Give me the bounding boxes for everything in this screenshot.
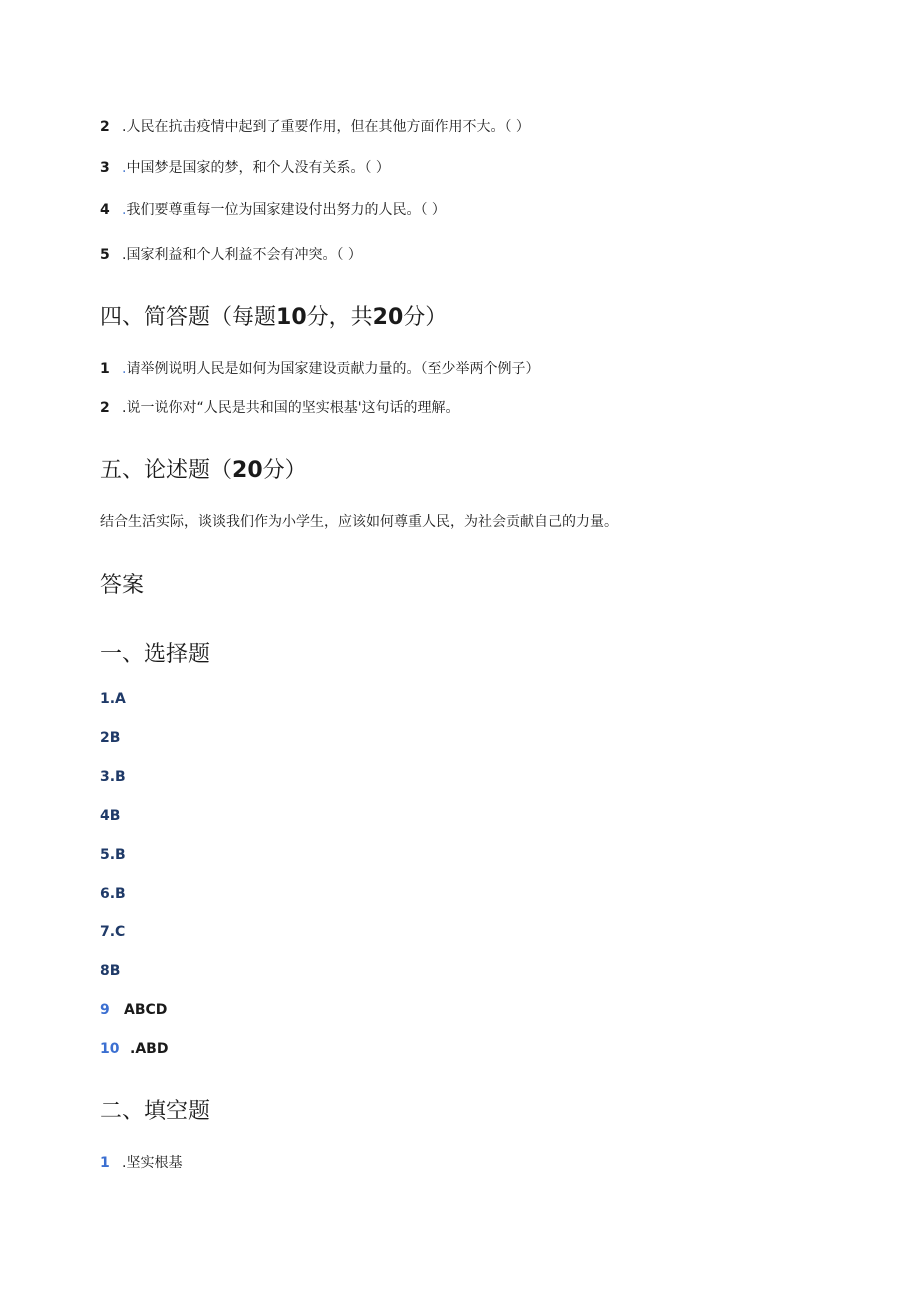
answer-text: 坚实根基 <box>126 1155 183 1171</box>
judgement-question-3 <box>100 158 390 178</box>
answers-title: 答案 <box>100 573 145 598</box>
question-dot: . <box>122 247 127 263</box>
heading-part: 20 <box>372 305 404 330</box>
question-number: 5 <box>100 247 110 263</box>
answer-item <box>100 961 120 981</box>
answer-number: 2B <box>100 730 121 746</box>
question-number: 1 <box>100 361 110 377</box>
question-number: 2 <box>100 119 110 135</box>
judgement-question-4 <box>100 200 446 220</box>
answer-item <box>100 767 126 787</box>
answer-dot: . <box>122 1155 127 1171</box>
answers-section-1-heading: 一、选择题 <box>100 642 211 667</box>
answer-item <box>100 728 120 748</box>
answer-value: .ABD <box>130 1041 169 1057</box>
answer-item <box>100 806 120 826</box>
answer-number: 4B <box>100 808 121 824</box>
question-dot: . <box>122 119 127 135</box>
judgement-question-5 <box>100 245 362 265</box>
answer-number: 1.A <box>100 691 126 707</box>
heading-part: 分） <box>262 458 307 483</box>
question-dot: . <box>122 400 127 416</box>
question-text: 中国梦是国家的梦，和个人没有关系。（ ） <box>126 160 390 176</box>
heading-part: 五、论述题（ <box>100 458 233 483</box>
answer-number: 9 <box>100 1002 110 1018</box>
answer-item <box>100 1039 168 1059</box>
heading-part: 分，共 <box>306 305 373 330</box>
answer-number: 10 <box>100 1041 120 1057</box>
question-dot: . <box>122 361 127 377</box>
answer-value: ABCD <box>124 1002 168 1018</box>
answers-section-2-heading: 二、填空题 <box>100 1099 211 1124</box>
answer-item <box>100 884 126 904</box>
answer-number: 3.B <box>100 769 126 785</box>
question-number: 4 <box>100 202 110 218</box>
answer-item <box>100 1000 167 1020</box>
question-number: 3 <box>100 160 110 176</box>
heading-part: 20 <box>232 458 263 483</box>
answer-number: 5.B <box>100 847 126 863</box>
heading-part: 分） <box>403 305 448 330</box>
short-answer-question-1 <box>100 359 539 379</box>
question-number: 2 <box>100 400 110 416</box>
judgement-question-2 <box>100 117 530 137</box>
question-text: 人民在抗击疫情中起到了重要作用，但在其他方面作用不大。（ ） <box>126 119 530 135</box>
section-5-heading <box>100 456 307 486</box>
question-dot: . <box>122 202 127 218</box>
fill-answer-1 <box>100 1153 182 1173</box>
answer-number: 1 <box>100 1155 110 1171</box>
essay-question: 结合生活实际，谈谈我们作为小学生，应该如何尊重人民，为社会贡献自己的力量。 <box>100 514 618 530</box>
section-4-heading <box>100 303 447 333</box>
question-text: 说一说你对“人民是共和国的坚实根基'这句话的理解。 <box>126 400 460 416</box>
question-dot: . <box>122 160 127 176</box>
answer-item <box>100 689 126 709</box>
answer-number: 8B <box>100 963 121 979</box>
answer-number: 6.B <box>100 886 126 902</box>
heading-part: 四、简答题（每题 <box>100 305 277 330</box>
answer-item <box>100 845 126 865</box>
short-answer-question-2 <box>100 398 460 418</box>
question-text: 请举例说明人民是如何为国家建设贡献力量的。（至少举两个例子） <box>126 361 540 377</box>
answer-item <box>100 922 125 942</box>
question-text: 国家利益和个人利益不会有冲突。（ ） <box>126 247 362 263</box>
heading-part: 10 <box>276 305 307 330</box>
answer-number: 7.C <box>100 924 126 940</box>
question-text: 我们要尊重每一位为国家建设付出努力的人民。（ ） <box>126 202 446 218</box>
